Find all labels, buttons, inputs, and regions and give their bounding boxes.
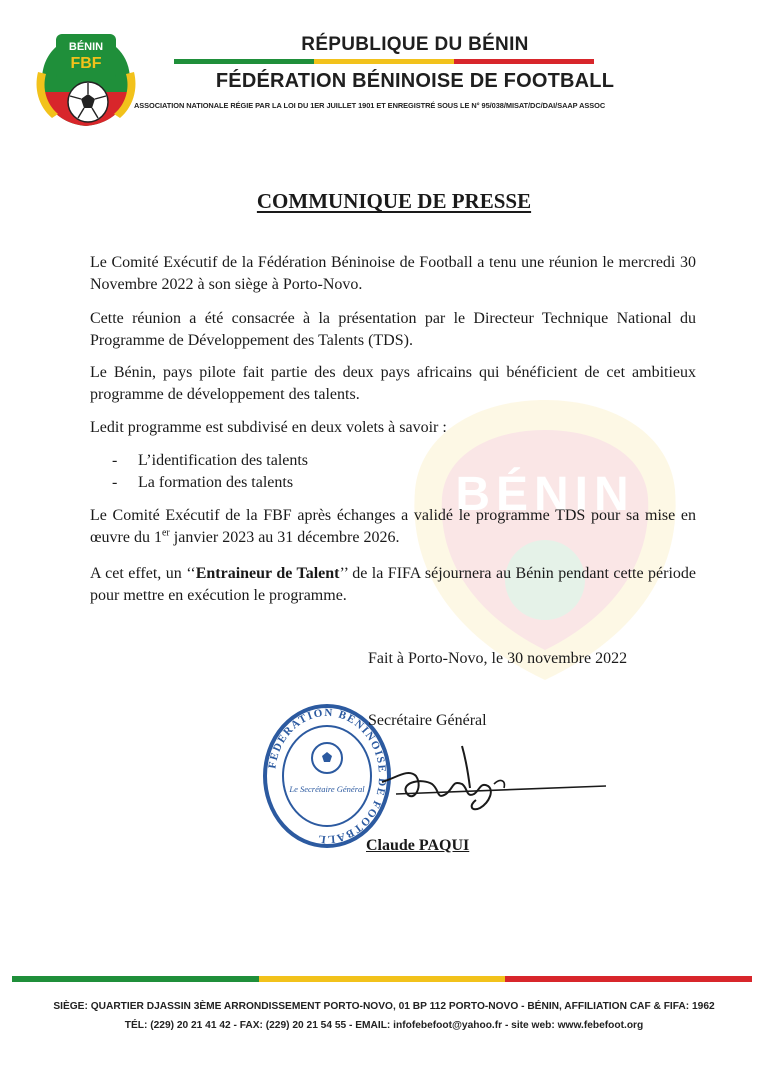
flag-green <box>12 976 259 982</box>
p5-text: Le Comité Exécutif de la FBF après échanges a validé le programme TDS pour sa mise en œuvre du 1 <box>90 507 696 546</box>
logo-abbr: FBF <box>70 55 102 72</box>
flag-bars <box>174 59 594 64</box>
paragraph-meeting: Le Comité Exécutif de la Fédération Béninoise de Football a tenu une réunion le mercredi 30 Novembre 2022 à son siège à Porto-Novo. <box>90 254 696 293</box>
stamp-inner-text: Le Secrétaire Général <box>289 784 365 794</box>
bullet-item: - L’identification des talents <box>112 452 309 469</box>
handwritten-signature <box>376 738 616 822</box>
watermark-text: BÉNIN <box>455 468 635 521</box>
p6-text: A cet effet, un ‘‘ <box>90 565 196 582</box>
fbf-logo <box>34 28 138 132</box>
paragraph-pilot: Le Bénin, pays pilote fait partie des deux pays africains qui bénéficient de cet ambitieux programme de développement des talents. <box>90 364 696 403</box>
flag-yellow <box>314 59 454 64</box>
paragraph-presentation: Cette réunion a été consacrée à la présentation par le Directeur Technique National du Programme de Développement des Talents (TDS). <box>90 310 696 349</box>
federation-heading: FÉDÉRATION BÉNINOISE DE FOOTBALL <box>215 70 615 92</box>
flag-yellow <box>259 976 506 982</box>
place-date: Fait à Porto-Novo, le 30 novembre 2022 <box>368 650 628 667</box>
footer-contact: TÉL: (229) 20 21 41 42 - FAX: (229) 20 21 54 55 - EMAIL: infofebefoot@yahoo.fr - site web: www.febefoot.org <box>124 1020 644 1031</box>
stamp-ring-text: FÉDÉRATION BÉNINOISE DE FOOTBALL <box>266 706 389 846</box>
footer-address: SIÈGE: QUARTIER DJASSIN 3ÈME ARRONDISSEMENT PORTO-NOVO, 01 BP 112 PORTO-NOVO - BÉNIN, AFFILIATION CAF & FIFA: 1962 <box>53 1001 715 1012</box>
document-title: COMMUNIQUE DE PRESSE <box>256 189 532 213</box>
flag-red <box>505 976 752 982</box>
p6-text-end: ’’ de la FIFA séjournera au Bénin pendant cette période pour mettre en exécution le programme. <box>90 565 696 604</box>
flag-red <box>454 59 594 64</box>
bullet-text: L’identification des talents <box>138 452 309 469</box>
flag-green <box>174 59 314 64</box>
signatory-title: Secrétaire Général <box>368 712 487 729</box>
signatory-name: Claude PAQUI <box>366 837 470 854</box>
bullet-item: - La formation des talents <box>112 474 294 491</box>
paragraph-validation <box>90 505 696 549</box>
republic-heading: RÉPUBLIQUE DU BÉNIN <box>301 34 529 55</box>
logo-text: BÉNIN <box>68 41 104 53</box>
paragraph-coach <box>90 563 696 607</box>
p6-bold: Entraineur de Talent <box>195 565 340 582</box>
footer-flag-bars <box>12 976 752 982</box>
association-line: ASSOCIATION NATIONALE RÉGIE PAR LA LOI DU 1ER JUILLET 1901 ET ENREGISTRÉ SOUS LE N° 95/038/MISAT/DC/DAI/SAAP ASSOC <box>134 101 606 110</box>
p5-superscript: er <box>161 527 170 539</box>
bullet-text: La formation des talents <box>138 474 294 491</box>
paragraph-components: Ledit programme est subdivisé en deux volets à savoir : <box>90 419 447 436</box>
p5-text-end: janvier 2023 au 31 décembre 2026. <box>169 529 400 546</box>
